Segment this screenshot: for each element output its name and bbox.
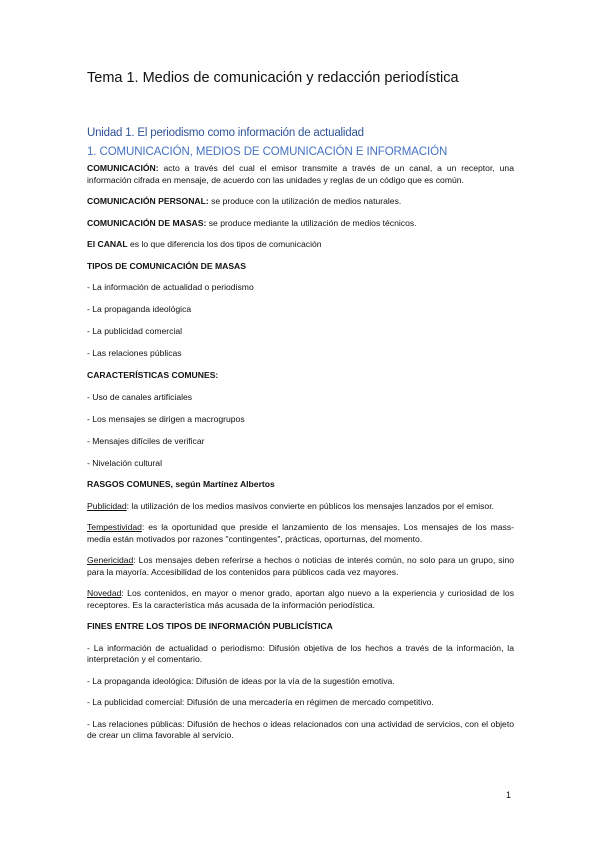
list-item: - Mensajes difíciles de verificar [87,435,205,446]
definition: : la utilización de los medios masivos convierte en públicos los mensajes lanzados por el emisor. [126,500,494,511]
list-item: - Uso de canales artificiales [87,391,193,402]
list-item: - La publicidad comercial [87,326,183,337]
term: Tempestividad [87,522,142,533]
definition: : Los mensajes deben referirse a hechos o noticias de interés común, no solo para un grupo, sino para la mayoría. Accesibilidad de los contenidos para públicos cada vez mayores. [87,555,514,577]
term: COMUNICACIÓN: [87,163,159,173]
definition: acto a través del cual el emisor transmite a través de un canal, a un receptor, una información cifrada en mensaje, de acuerdo con las unidades y reglas de un código que es común. [87,163,514,185]
definition: se produce mediante la utilización de medios técnicos. [206,217,417,228]
term: El CANAL [87,239,128,249]
paragraph-comunicacion-masas [87,218,514,230]
term: COMUNICACIÓN PERSONAL: [87,196,209,206]
fines-heading: FINES ENTRE LOS TIPOS DE INFORMACIÓN PUBLICÍSTICA [87,621,333,632]
definition: : es la oportunidad que preside el lanzamiento de los mensajes. Los mensajes de los mass-media están motivados por razones "contingentes", prácticas, oporturnas, del momento. [87,522,514,544]
document-title: Tema 1. Medios de comunicación y redacción periodística [87,70,459,86]
list-item: - La información de actualidad o periodismo: Difusión objetiva de los hechos a través de la información, la interpretación y el comentario. [87,642,514,665]
list-item: - La información de actualidad o periodismo [87,282,254,293]
list-item: - Los mensajes se dirigen a macrogrupos [87,413,245,424]
definition: es lo que diferencia los dos tipos de comunicación [127,239,322,249]
term: Genericidad [87,555,134,566]
list-item: - Nivelación cultural [87,457,162,468]
rasgos-heading: RASGOS COMUNES, según Martínez Albertos [87,479,275,490]
document-body [87,163,514,752]
paragraph-canal [87,239,514,251]
paragraph-comunicacion [87,163,514,186]
section-heading: 1. COMUNICACIÓN, MEDIOS DE COMUNICACIÓN E INFORMACIÓN [87,146,448,158]
definition: se produce con la utilización de medios naturales. [208,196,402,206]
list-item: - La publicidad comercial: Difusión de una mercadería en régimen de mercado competitivo. [87,697,434,708]
rasgo-novedad [87,588,514,611]
rasgo-publicidad [87,501,514,513]
list-item: - Las relaciones públicas [87,348,182,359]
list-item: - La propaganda ideológica: Difusión de ideas por la vía de la sugestión emotiva. [87,675,395,686]
paragraph-comunicacion-personal [87,196,514,208]
rasgo-tempestividad [87,522,514,545]
page-number: 1 [506,790,512,800]
list-item: - Las relaciones públicas: Difusión de hechos o ideas relacionados con una actividad de servicios, con el objeto de crear un clima favorable al servicio. [87,718,514,741]
term: Publicidad [87,500,127,511]
term: Novedad [87,588,122,599]
term: COMUNICACIÓN DE MASAS: [87,217,207,228]
definition: : Los contenidos, en mayor o menor grado, aportan algo nuevo a la experiencia y curiosidad de los receptores. Es la característica más acusada de la información periodística. [87,588,514,610]
list-item: - La propaganda ideológica [87,304,192,315]
tipos-heading: TIPOS DE COMUNICACIÓN DE MASAS [87,260,246,271]
caracteristicas-heading: CARACTERÍSTICAS COMUNES: [87,369,219,380]
unit-heading: Unidad 1. El periodismo como información de actualidad [87,127,364,139]
rasgo-genericidad [87,555,514,578]
